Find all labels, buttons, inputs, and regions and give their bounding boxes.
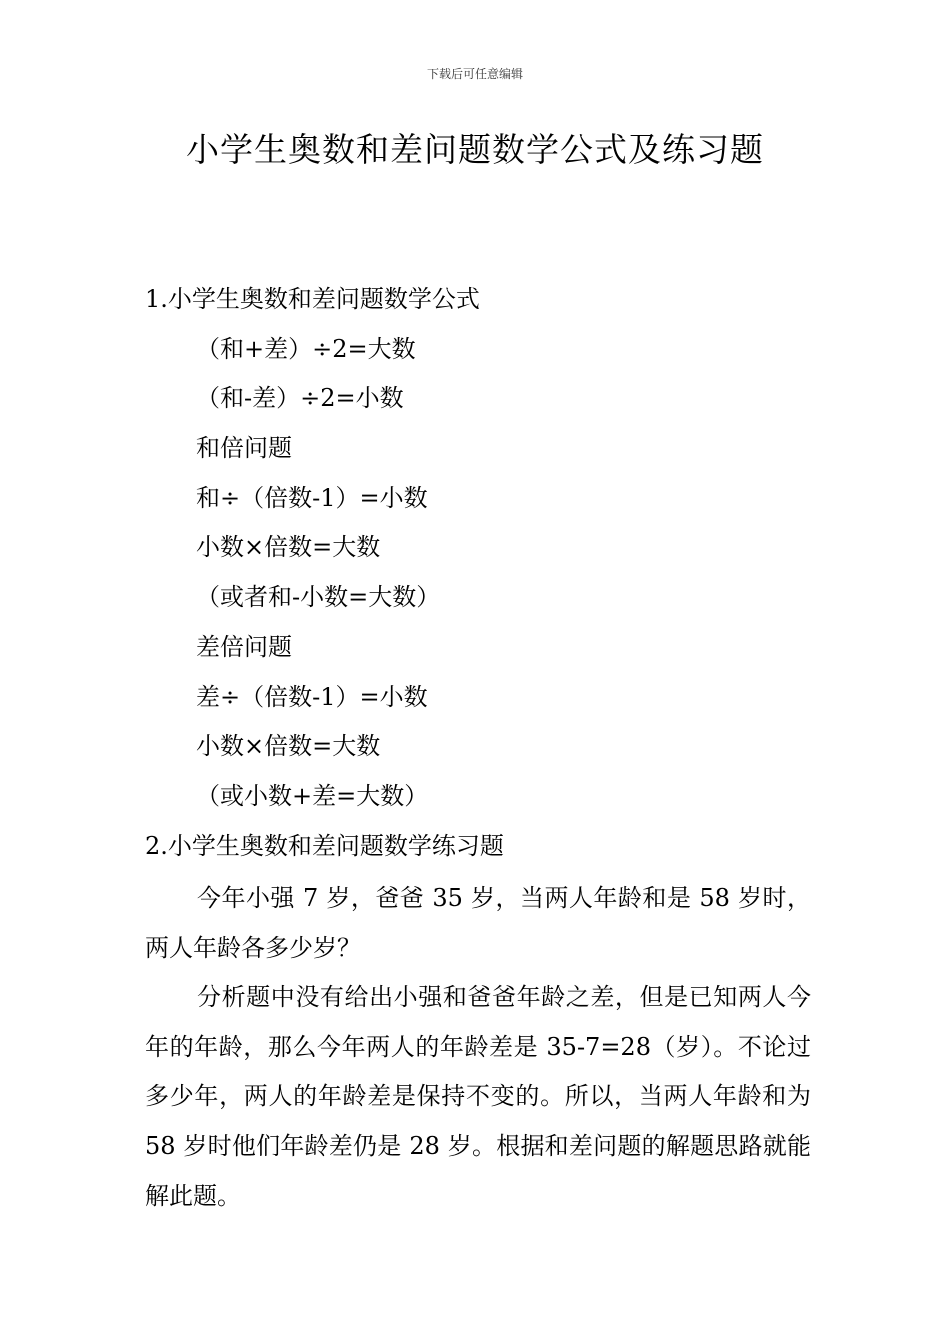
formula-line-8: 差÷（倍数-1）=小数 <box>196 683 428 711</box>
exercise-analysis: 分析题中没有给出小强和爸爸年龄之差，但是已知两人今年的年龄，那么今年两人的年龄差是 35-7=28（岁）。不论过多少年，两人的年龄差是保持不变的。所以，当两人年龄和为 58 岁时他们年龄差仍是 28 岁。根据和差问题的解题思路就能解此题。 <box>145 983 811 1210</box>
section-2-heading: 2.小学生奥数和差问题数学练习题 <box>145 832 504 860</box>
formula-line-2: （和-差）÷2=小数 <box>196 384 404 412</box>
exercise-question: 今年小强 7 岁，爸爸 35 岁，当两人年龄和是 58 岁时，两人年龄各多少岁？ <box>145 884 811 962</box>
document-title: 小学生奥数和差问题数学公式及练习题 <box>186 130 764 169</box>
formula-line-6: （或者和-小数=大数） <box>196 583 441 611</box>
formula-line-3: 和倍问题 <box>196 434 292 462</box>
formula-line-7: 差倍问题 <box>196 633 292 661</box>
page-header: 下载后可任意编辑 <box>426 67 523 81</box>
formula-line-1: （和+差）÷2=大数 <box>196 335 416 363</box>
formula-line-9: 小数×倍数=大数 <box>196 732 381 760</box>
formula-line-4: 和÷（倍数-1）=小数 <box>196 484 428 512</box>
section-1-heading: 1.小学生奥数和差问题数学公式 <box>145 285 480 313</box>
formula-line-10: （或小数+差=大数） <box>196 782 429 810</box>
formula-line-5: 小数×倍数=大数 <box>196 533 381 561</box>
